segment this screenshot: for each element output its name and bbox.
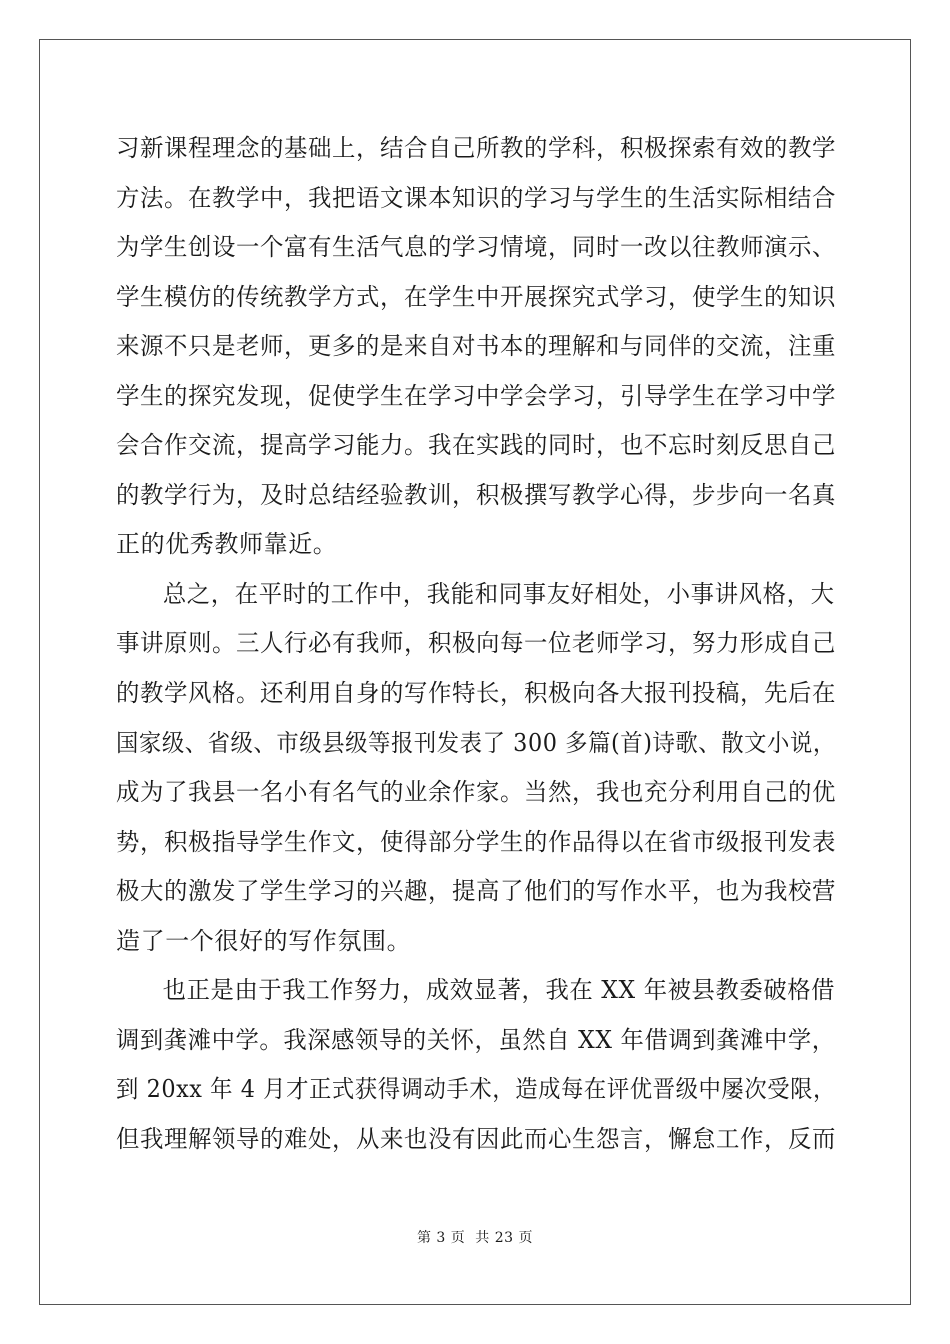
paragraph-start-line: 也正是由于我工作努力，成效显著，我在 XX 年被县教委破格借 [162,976,836,1005]
text-line: 成为了我县一名小有名气的业余作家。当然，我也充分利用自己的优 [116,778,836,807]
text-line: 学生模仿的传统教学方式，在学生中开展探究式学习，使学生的知识 [116,282,836,311]
text-line: 造了一个很好的写作氛围。 [116,926,412,955]
text-line: 事讲原则。三人行必有我师，积极向每一位老师学习，努力形成自己 [116,629,836,658]
total-pages: 共 23 页 [475,1230,534,1246]
text-line: 极大的激发了学生学习的兴趣，提高了他们的写作水平，也为我校营 [116,877,836,906]
text-line: 方法。在教学中，我把语文课本知识的学习与学生的生活实际相结合 [116,183,836,212]
text-line: 势，积极指导学生作文，使得部分学生的作品得以在省市级报刊发表 [116,827,836,856]
text-line: 国家级、省级、市级县级等报刊发表了 300 多篇(首)诗歌、散文小说， [116,728,836,757]
text-line: 调到龚滩中学。我深感领导的关怀，虽然自 XX 年借调到龚滩中学， [116,1025,836,1054]
text-line: 正的优秀教师靠近。 [116,530,338,559]
text-line: 来源不只是老师，更多的是来自对书本的理解和与同伴的交流，注重 [116,332,836,361]
paragraph-start-line: 总之，在平时的工作中，我能和同事友好相处，小事讲风格，大 [162,579,835,608]
text-line: 的教学行为，及时总结经验教训，积极撰写教学心得，步步向一名真 [116,480,836,509]
page-number: 第 3 页 [416,1230,466,1246]
text-line: 的教学风格。还利用自身的写作特长，积极向各大报刊投稿，先后在 [116,679,836,708]
document-body [116,124,836,1164]
text-line: 习新课程理念的基础上，结合自己所教的学科，积极探索有效的教学 [116,134,836,162]
text-line: 到 20xx 年 4 月才正式获得调动手术，造成每在评优晋级中屡次受限， [116,1075,836,1104]
page-footer [0,1227,950,1247]
text-line: 会合作交流，提高学习能力。我在实践的同时，也不忘时刻反思自己 [116,431,836,460]
text-line: 为学生创设一个富有生活气息的学习情境，同时一改以往教师演示、 [116,233,836,262]
text-line: 但我理解领导的难处，从来也没有因此而心生怨言，懈怠工作，反而 [116,1124,836,1153]
text-line: 学生的探究发现，促使学生在学习中学会学习，引导学生在学习中学 [116,381,836,410]
